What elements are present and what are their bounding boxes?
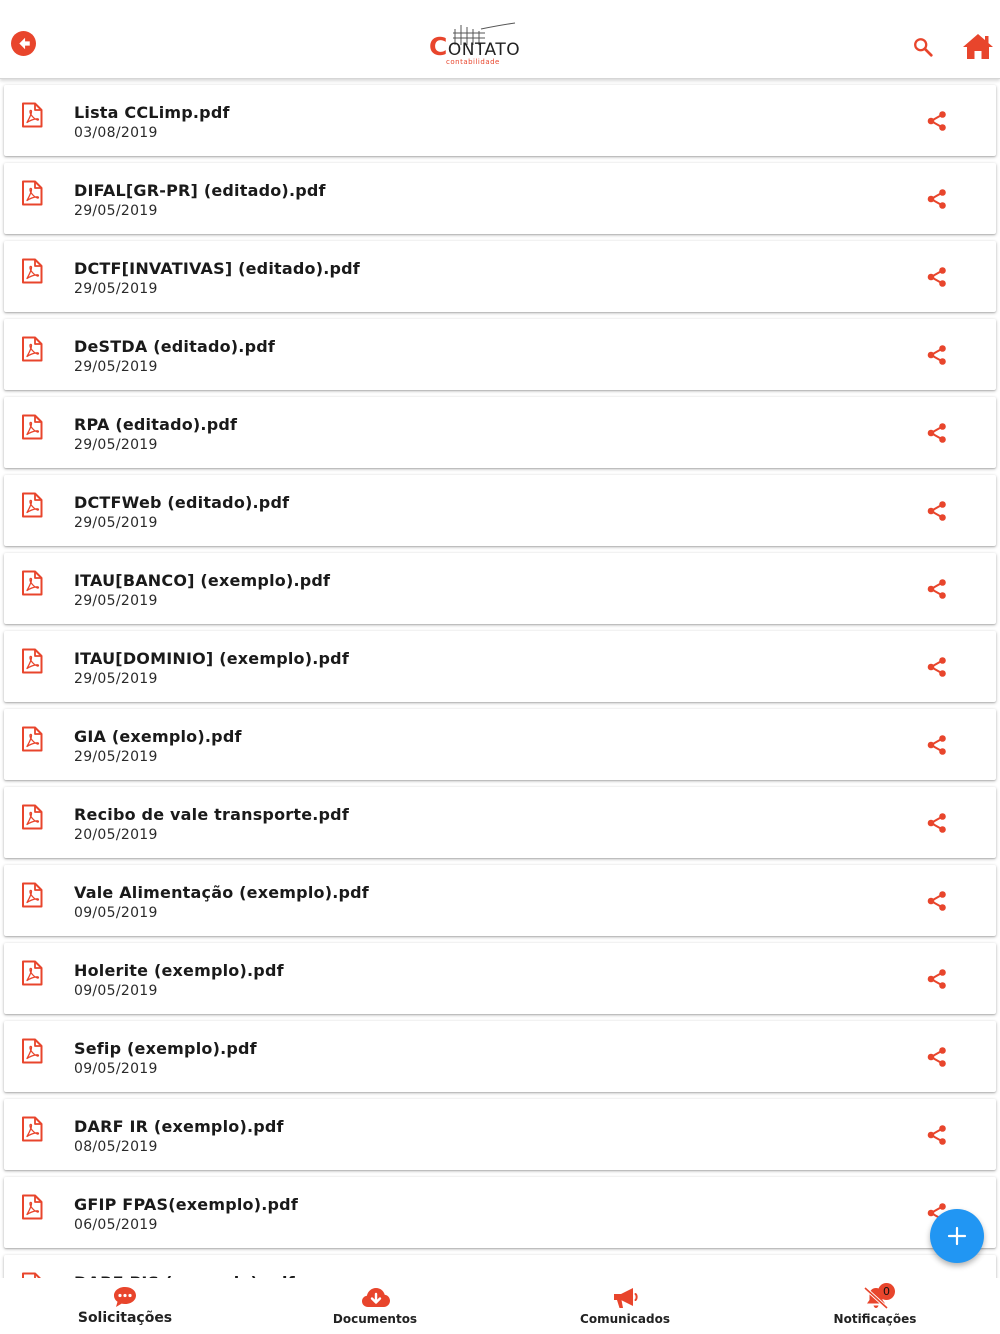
pdf-file-icon: [21, 960, 43, 986]
nav-notificacoes-label: Notificações: [833, 1312, 917, 1326]
share-button[interactable]: [926, 890, 948, 912]
pdf-file-icon: [21, 336, 43, 362]
document-row[interactable]: [4, 1177, 996, 1248]
document-date: 08/05/2019: [74, 1139, 158, 1155]
document-date: 29/05/2019: [74, 359, 158, 375]
share-button[interactable]: [926, 734, 948, 756]
pdf-file-icon: [21, 570, 43, 596]
share-icon: [926, 656, 948, 678]
document-name: ITAU[DOMINIO] (exemplo).pdf: [74, 649, 350, 668]
logo-wordmark: CONTATO: [429, 32, 521, 61]
document-name: DIFAL[GR-PR] (editado).pdf: [74, 181, 326, 200]
chat-bubble-icon: [113, 1286, 137, 1308]
bottom-navigation: [0, 1278, 1000, 1334]
add-document-button[interactable]: [930, 1209, 984, 1263]
document-name: DeSTDA (editado).pdf: [74, 337, 276, 356]
document-name: Sefip (exemplo).pdf: [74, 1039, 257, 1058]
nav-documentos[interactable]: [250, 1278, 500, 1334]
pdf-file-icon: [21, 1194, 43, 1220]
share-button[interactable]: [926, 422, 948, 444]
notifications-count-badge: 0: [878, 1283, 895, 1300]
app-header: [0, 0, 1000, 79]
document-name: DCTF[INVATIVAS] (editado).pdf: [74, 259, 360, 278]
document-date: 29/05/2019: [74, 593, 158, 609]
document-date: 29/05/2019: [74, 515, 158, 531]
document-date: 06/05/2019: [74, 1217, 158, 1233]
pdf-file-icon: [21, 1116, 43, 1142]
document-name: Vale Alimentação (exemplo).pdf: [74, 883, 369, 902]
nav-solicitacoes-label: Solicitações: [77, 1310, 173, 1326]
document-date: 09/05/2019: [74, 905, 158, 921]
share-icon: [926, 266, 948, 288]
document-name: Holerite (exemplo).pdf: [74, 961, 284, 980]
document-row[interactable]: [4, 631, 996, 702]
document-name: GIA (exemplo).pdf: [74, 727, 242, 746]
share-button[interactable]: [926, 968, 948, 990]
pdf-file-icon: [21, 804, 43, 830]
pdf-file-icon: [21, 648, 43, 674]
pdf-file-icon: [21, 882, 43, 908]
document-date: 03/08/2019: [74, 125, 158, 141]
share-button[interactable]: [926, 500, 948, 522]
document-row[interactable]: [4, 943, 996, 1014]
document-row[interactable]: [4, 787, 996, 858]
document-row[interactable]: [4, 397, 996, 468]
document-row[interactable]: [4, 865, 996, 936]
documents-list[interactable]: [0, 79, 1000, 1278]
nav-solicitacoes[interactable]: [0, 1278, 250, 1334]
document-date: 20/05/2019: [74, 827, 158, 843]
share-button[interactable]: [926, 1124, 948, 1146]
company-logo: [429, 23, 521, 69]
document-row[interactable]: [4, 319, 996, 390]
document-date: 29/05/2019: [74, 281, 158, 297]
document-date: 29/05/2019: [74, 203, 158, 219]
document-name: DARF IR (exemplo).pdf: [74, 1117, 284, 1136]
pdf-file-icon: [21, 258, 43, 284]
document-name: ITAU[BANCO] (exemplo).pdf: [74, 571, 331, 590]
document-date: 29/05/2019: [74, 749, 158, 765]
share-button[interactable]: [926, 656, 948, 678]
cloud-download-icon: [361, 1286, 391, 1310]
share-button[interactable]: [926, 344, 948, 366]
share-icon: [926, 344, 948, 366]
share-icon: [926, 500, 948, 522]
home-icon: [962, 32, 994, 60]
share-icon: [926, 1124, 948, 1146]
pdf-file-icon: [21, 102, 43, 128]
document-row[interactable]: [4, 241, 996, 312]
nav-notificacoes[interactable]: [750, 1278, 1000, 1334]
megaphone-icon: [612, 1286, 640, 1310]
pdf-file-icon: [21, 492, 43, 518]
share-button[interactable]: [926, 110, 948, 132]
document-date: 29/05/2019: [74, 437, 158, 453]
logo-subtitle: contabilidade: [446, 58, 500, 66]
search-button[interactable]: [912, 36, 934, 58]
back-button[interactable]: [11, 31, 36, 56]
share-icon: [926, 188, 948, 210]
pdf-file-icon: [21, 726, 43, 752]
share-icon: [926, 110, 948, 132]
document-date: 29/05/2019: [74, 671, 158, 687]
nav-documentos-label: Documentos: [332, 1312, 418, 1326]
document-row[interactable]: [4, 1021, 996, 1092]
pdf-file-icon: [21, 1038, 43, 1064]
nav-comunicados[interactable]: [500, 1278, 750, 1334]
pdf-file-icon: [21, 180, 43, 206]
share-icon: [926, 734, 948, 756]
document-row[interactable]: [4, 553, 996, 624]
share-button[interactable]: [926, 1046, 948, 1068]
share-icon: [926, 812, 948, 834]
pdf-file-icon: [21, 414, 43, 440]
share-icon: [926, 578, 948, 600]
document-row[interactable]: [4, 475, 996, 546]
share-button[interactable]: [926, 578, 948, 600]
share-icon: [926, 968, 948, 990]
share-icon: [926, 1046, 948, 1068]
share-button[interactable]: [926, 188, 948, 210]
share-button[interactable]: [926, 266, 948, 288]
document-row[interactable]: [4, 1099, 996, 1170]
document-name: Lista CCLimp.pdf: [74, 103, 230, 122]
share-icon: [926, 422, 948, 444]
document-date: 09/05/2019: [74, 983, 158, 999]
search-icon: [912, 36, 934, 58]
document-row[interactable]: [4, 709, 996, 780]
document-row[interactable]: [4, 85, 996, 156]
document-row[interactable]: [4, 163, 996, 234]
plus-icon: [947, 1226, 967, 1246]
home-button[interactable]: [962, 32, 994, 60]
share-icon: [926, 890, 948, 912]
document-name: GFIP FPAS(exemplo).pdf: [74, 1195, 299, 1214]
nav-comunicados-label: Comunicados: [580, 1312, 670, 1326]
document-name: RPA (editado).pdf: [74, 415, 238, 434]
document-date: 09/05/2019: [74, 1061, 158, 1077]
share-button[interactable]: [926, 812, 948, 834]
document-name: DCTFWeb (editado).pdf: [74, 493, 290, 512]
arrow-back-circle-icon: [11, 31, 36, 56]
document-name: Recibo de vale transporte.pdf: [74, 805, 349, 824]
